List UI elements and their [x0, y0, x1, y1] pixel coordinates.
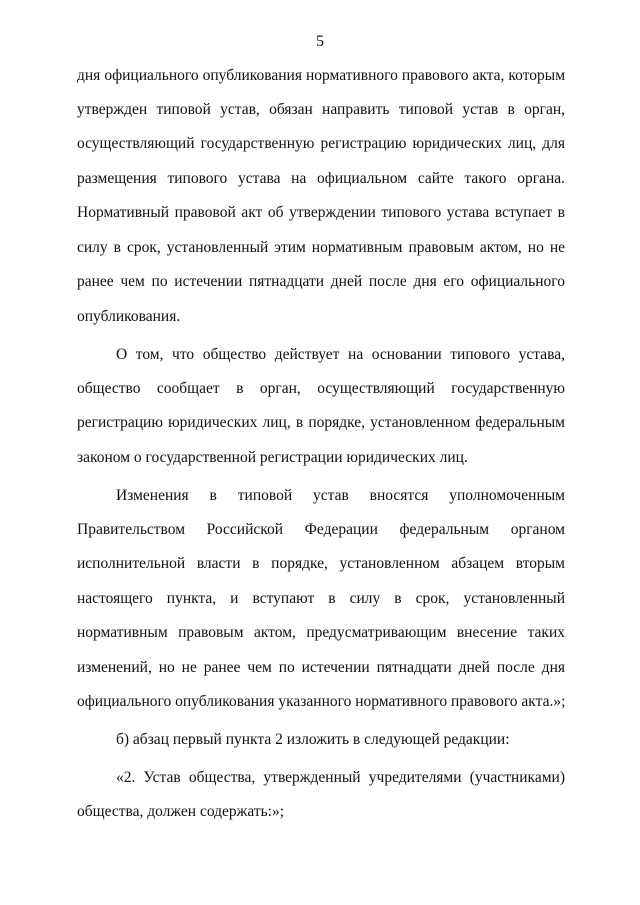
text-line: дня официального опубликования нормативного правового акта, которым [77, 67, 565, 84]
text-line: Изменения в типовой устав вносятся уполномоченным [116, 487, 565, 504]
text-line: изменений, но не ранее чем по истечении пятнадцати дней после дня [77, 659, 565, 676]
text-line: б) абзац первый пункта 2 изложить в следующей редакции: [116, 731, 510, 748]
text-line: Нормативный правовой акт об утверждении типового устава вступает в [77, 204, 565, 221]
text-line: регистрацию юридических лиц, в порядке, установленном федеральным [77, 414, 565, 431]
text-line: законом о государственной регистрации юридических лиц. [77, 449, 468, 466]
text-line: осуществляющий государственную регистрацию юридических лиц, для [77, 135, 565, 152]
text-line: настоящего пункта, и вступают в силу в срок, установленный [77, 590, 565, 607]
text-line: силу в срок, установленный этим нормативным правовым актом, но не [77, 239, 565, 256]
text-line: опубликования. [77, 308, 181, 325]
text-line: Правительством Российской Федерации федеральным органом [77, 521, 565, 538]
text-line: О том, что общество действует на основании типового устава, [116, 346, 565, 363]
text-line: исполнительной власти в порядке, установленном абзацем вторым [77, 555, 565, 572]
text-line: ранее чем по истечении пятнадцати дней после дня его официального [77, 273, 565, 290]
text-line: общества, должен содержать:»; [77, 803, 285, 820]
page-number: 5 [316, 33, 324, 50]
text-line: нормативным правовым актом, предусматривающим внесение таких [77, 624, 565, 641]
text-line: «2. Устав общества, утвержденный учредителями (участниками) [116, 769, 565, 786]
text-line: утвержден типовой устав, обязан направить типовой устав в орган, [77, 101, 565, 118]
text-line: общество сообщает в орган, осуществляющий государственную [77, 380, 565, 397]
text-line: официального опубликования указанного нормативного правового акта.»; [77, 693, 566, 710]
text-line: размещения типового устава на официальном сайте такого органа. [77, 170, 565, 187]
